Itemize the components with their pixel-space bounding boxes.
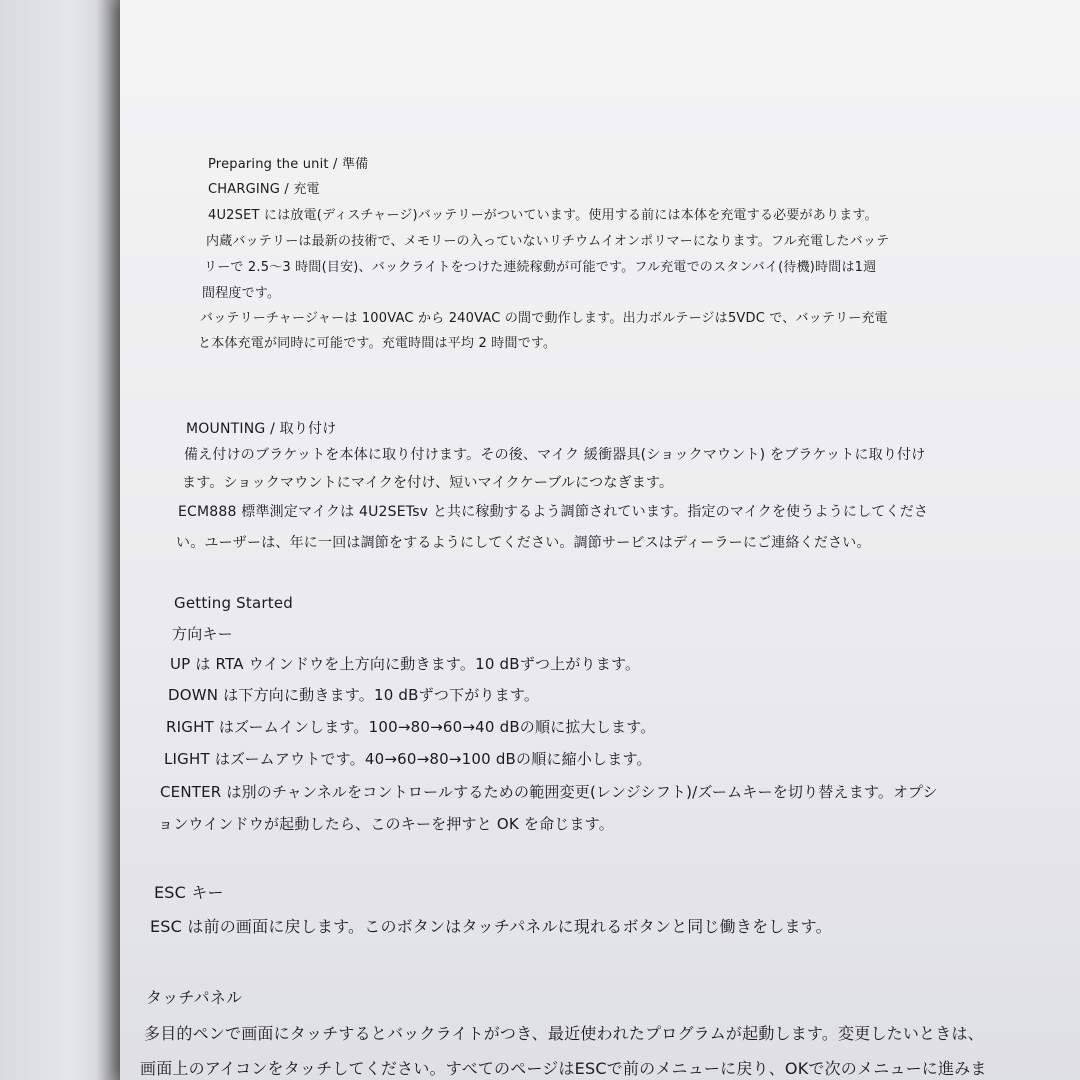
paragraph-line: 多目的ペンで画面にタッチするとバックライトがつき、最近使われたプログラムが起動します。変更したいときは、: [144, 1024, 984, 1043]
paragraph-line: と本体充電が同時に可能です。充電時間は平均 2 時間です。: [198, 336, 557, 351]
section-heading-getting-started: Getting Started: [174, 594, 293, 612]
paragraph-line: LIGHT はズームアウトです。40→60→80→100 dBの順に縮小します。: [164, 750, 652, 768]
paragraph-line: 画面上のアイコンをタッチしてください。すべてのページはESCで前のメニューに戻り、OKで次のメニューに進みま: [140, 1059, 987, 1078]
subheading-charging: CHARGING / 充電: [208, 182, 320, 197]
paragraph-line: ョンウインドウが起動したら、このキーを押すと OK を命じます。: [158, 815, 614, 833]
paragraph-line: ます。ショックマウントにマイクを付け、短いマイクケーブルにつなぎます。: [182, 475, 674, 491]
paragraph-line: UP は RTA ウインドウを上方向に動きます。10 dBずつ上がります。: [170, 655, 641, 673]
paragraph-line: DOWN は下方向に動きます。10 dBずつ下がります。: [168, 686, 540, 704]
section-heading-preparing: Preparing the unit / 準備: [208, 157, 369, 172]
paragraph-line: RIGHT はズームインします。100→80→60→40 dBの順に拡大します。: [166, 718, 656, 736]
paragraph-line: 備え付けのブラケットを本体に取り付けます。その後、マイク 緩衝器具(ショックマウント) をブラケットに取り付け: [184, 447, 926, 463]
paragraph-line: ECM888 標準測定マイクは 4U2SETsv と共に稼動するよう調節されています。指定のマイクを使うようにしてくださ: [178, 504, 929, 520]
paragraph-line: バッテリーチャージャーは 100VAC から 240VAC の間で動作します。出力ボルテージは5VDC で、バッテリー充電: [200, 311, 888, 326]
paragraph-line: 間程度です。: [202, 286, 281, 301]
paragraph-line: ESC は前の画面に戻します。このボタンはタッチパネルに現れるボタンと同じ働きをします。: [150, 917, 832, 936]
paragraph-line: リーで 2.5～3 時間(目安)、バックライトをつけた連続稼動が可能です。フル充電でのスタンバイ(待機)時間は1週: [204, 260, 877, 275]
section-heading-mounting: MOUNTING / 取り付け: [186, 421, 337, 437]
section-heading-touch-panel: タッチパネル: [146, 988, 243, 1007]
paragraph-line: い。ユーザーは、年に一回は調節をするようにしてください。調節サービスはディーラーにご連絡ください。: [176, 535, 871, 551]
document-page: [120, 0, 1080, 1080]
subheading-direction-keys: 方向キー: [172, 625, 233, 643]
paragraph-line: CENTER は別のチャンネルをコントロールするための範囲変更(レンジシフト)/ズームキーを切り替えます。オプシ: [160, 783, 938, 801]
paragraph-line: 4U2SET には放電(ディスチャージ)バッテリーがついています。使用する前には本体を充電する必要があります。: [208, 208, 878, 223]
paragraph-line: 内蔵バッテリーは最新の技術で、メモリーの入っていないリチウムイオンポリマーになります。フル充電したバッテ: [206, 234, 890, 249]
section-heading-esc: ESC キー: [154, 883, 224, 902]
